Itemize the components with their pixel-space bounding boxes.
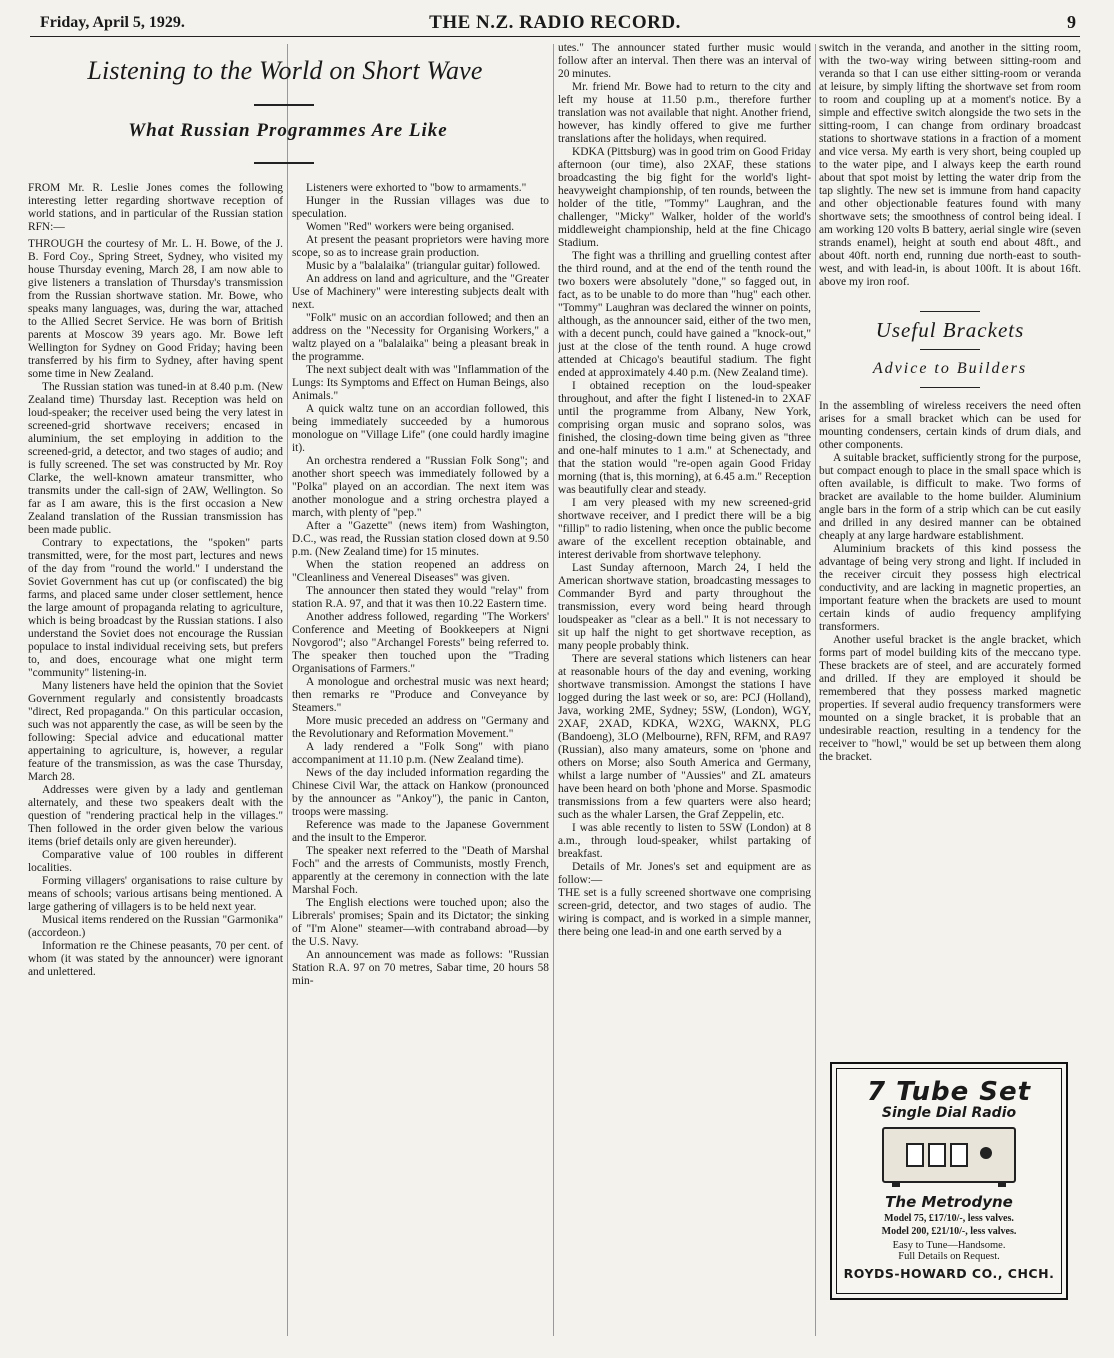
article-paragraph: The English elections were touched upon; also the Librerals' promises; Spain and its Dictator; the sinking of "I'm Alone" steamer—with contraband abroad—by the U.S. Navy. [292, 897, 549, 948]
brackets-paragraph: Another useful bracket is the angle bracket, which forms part of model building kits of the meccano type. These brackets are of steel, and are accurately formed and drilled. If they are employed it should be remembered that they possess marked magnetic properties. If several audio frequency transformers were mounted on a single bracket, it is probable that an undesirable reaction, resulting in a tendency for the receiver to "howl," would be set up between them along the bracket. [819, 634, 1081, 763]
section-rule [920, 311, 980, 312]
article-paragraph: An address on land and agriculture, and the "Greater Use of Machinery" were interesting subjects dealt with next. [292, 273, 549, 311]
advert-subheadline: Single Dial Radio [881, 1105, 1017, 1121]
article-paragraph: FROM Mr. R. Leslie Jones comes the following interesting letter regarding shortwave reception of world stations, and in particular of the Russian station RFN:— [28, 182, 283, 233]
page-number: 9 [1067, 12, 1076, 32]
publication-title: THE N.Z. RADIO RECORD. [429, 12, 681, 33]
article-paragraph: Women "Red" workers were being organised. [306, 221, 515, 233]
cabinet-leg-icon [998, 1181, 1006, 1187]
article-paragraph: An announcement was made as follows: "Russian Station R.A. 97 on 70 metres, Sabar time, 20 hours 58 min- [292, 949, 549, 987]
article-paragraph: Listeners were exhorted to "bow to armaments." [306, 182, 527, 194]
article-paragraph: A lady rendered a "Folk Song" with piano accompaniment at 11.10 p.m. (New Zealand time). [292, 741, 549, 766]
column-rule [553, 44, 554, 1336]
article-paragraph: Forming villagers' organisations to raise culture by means of schools; various artisans being mentioned. A large gathering of villagers is to be held next year. [28, 875, 283, 913]
dial-icon [906, 1143, 924, 1167]
brackets-paragraph: Aluminium brackets of this kind possess the advantage of being very strong and light. If included in the receiver circuit they possess high electrical conductivity, and are lacking in magnetic properties, an important feature when the brackets are used to mount certain kinds of audio frequency amplifying transformers. [819, 543, 1081, 633]
article-paragraph: "Folk" music on an accordian followed; and then an address on the "Necessity for Organising Workers," a waltz played on a "balalaika" being a pleasant break in the programme. [292, 312, 549, 363]
column-rule [815, 44, 816, 1336]
page-header [30, 10, 1080, 37]
article-paragraph: Addresses were given by a lady and gentleman alternately, and these two speakers dealt with the question of "rendering practical help in the villages." Then followed in the order given below the various items (brief details only are given hereunder). [28, 784, 283, 848]
advert-maker: The Metrodyne [885, 1193, 1013, 1211]
article-paragraph: I am very pleased with my new screened-grid shortwave receiver, and I predict there will be a big "fillip" to radio listening, when once the public become aware of the excellent reception obtainable, and interest derivable from shortwave telephony. [558, 497, 811, 561]
article-paragraph: utes." The announcer stated further music would follow after an interval. Then there was an interval of 20 minutes. [558, 42, 811, 80]
article-paragraph: Mr. friend Mr. Bowe had to return to the city and left my house at 11.50 p.m., therefore further translation was not available that night. Another friend, however, has kindly offered to give me further translations after the holidays, when required. [558, 81, 811, 145]
article-paragraph: News of the day included information regarding the Chinese Civil War, the attack on Hankow (pronounced by the announcer as "Ankoy"), the panic in Canton, troops were massing. [292, 767, 549, 818]
article-column-1 [28, 182, 283, 1338]
headline-rule [254, 104, 314, 106]
radio-set-illustration-icon [882, 1127, 1016, 1183]
article-paragraph: When the station reopened an address on "Cleanliness and Venereal Diseases" was given. [292, 559, 549, 584]
article-paragraph: At present the peasant proprietors were having more scope, so as to increase grain production. [292, 234, 549, 259]
article-paragraph: After a "Gazette" (news item) from Washington, D.C., was read, the Russian station closed down at 9.50 p.m. (New Zealand time) for 15 minutes. [292, 520, 549, 558]
article-paragraph: Another address followed, regarding "The Workers' Conference and Meeting of Bookkeepers at Nigni Novgorod"; also "Archangel Forests" being referred to. The speaker then touched upon the "Trading Organisations of Farmers." [292, 611, 549, 675]
article-paragraph: A monologue and orchestral music was next heard; then remarks re "Produce and Conveyance by Steamers." [292, 676, 549, 714]
article-paragraph: I was able recently to listen to 5SW (London) at 8 a.m., through loud-speaker, whilst partaking of breakfast. [558, 822, 811, 860]
advert-model-75: Model 75, £17/10/-, less valves. [884, 1213, 1014, 1224]
advert-model-200: Model 200, £21/10/-, less valves. [881, 1226, 1017, 1237]
article-paragraph: Details of Mr. Jones's set and equipment are as follow:— [558, 861, 811, 886]
article-paragraph: The fight was a thrilling and gruelling contest after the third round, and at the end of the tenth round the two boxers were absolutely "done," so fagged out, in fact, as to be unable to do more than "hug" each other. "Tommy" Laughran was declared the winner on points, although, as the announcer said, either of the two men, with a decent punch, could have gained a "knock-out," just at the close of the tenth round. A huge crowd attended at Chicago's beautiful stadium. The fight ended at approximately 4.40 p.m. (New Zealand time). [558, 250, 811, 379]
cabinet-leg-icon [892, 1181, 900, 1187]
knob-icon [980, 1147, 992, 1159]
article-paragraph: The announcer then stated they would "relay" from station R.A. 97, and that it was then 10.22 Eastern time. [292, 585, 549, 610]
article-paragraph: I obtained reception on the loud-speaker throughout, and after the fight I listened-in to 2XAF until the programme from Albany, New York, comprising organ music and soprano solos, was finished, the closing-down time being given as "three and one-half minutes to 1 a.m." at Schenectady, and that the station would "re-open again Good Friday morning (that is, this morning), at 6.45 a.m." Reception was beautifully clear and steady. [558, 380, 811, 496]
article-paragraph: The speaker next referred to the "Death of Marshal Foch" and the arrests of Communists, mostly French, apparently at the ceremony in connection with the late Marshal Foch. [292, 845, 549, 896]
article-paragraph: More music preceded an address on "Germany and the Revolutionary and Reformation Movement." [292, 715, 549, 740]
article-paragraph: Musical items rendered on the Russian "Garmonika" (accordeon.) [28, 914, 283, 939]
article-paragraph: Contrary to expectations, the "spoken" parts transmitted, were, for the most part, lectures and news of the day from "round the world." I understand the Soviet Government has cut up (or confiscated) the big farms, and placed same under closer settlement, hence the large amount of propaganda relating to agriculture, which is being broadcast by the Russian stations. I also understand the Soviet does not encourage the Russian populace to instal individual receiving sets, but prefers to, and does, encourage what one might term "community" listening-in. [28, 537, 283, 679]
brackets-headline: Useful Brackets [875, 318, 1025, 342]
article-paragraph: THE set is a fully screened shortwave one comprising screen-grid, detector, and two stages of audio. The wiring is compact, and is worked in a simple manner, there being one lead-in and one earth served by a [558, 887, 811, 938]
article-paragraph: Music by a "balalaika" (triangular guitar) followed. [306, 260, 541, 272]
article-paragraph: Reference was made to the Japanese Government and the insult to the Emperor. [292, 819, 549, 844]
article-paragraph: Many listeners have held the opinion that the Soviet Government regularly and consistently broadcasts "direct, Red propaganda." On this particular occasion, such was not apparently the case, as will be seen by the following: Special advice and educational matter appertaining to agriculture, is, however, a regular feature of the transmission, as was the case Thursday, March 28. [28, 680, 283, 783]
article-paragraph: Comparative value of 100 roubles in different localities. [28, 849, 283, 874]
brackets-paragraph: In the assembling of wireless receivers the need often arises for a small bracket which can be used for mounting condensers, certain kinds of drum dials, and other components. [819, 400, 1081, 451]
article-paragraph: switch in the veranda, and another in the sitting room, with the two-way wiring between sitting-room and veranda so that I can use either sitting-room or veranda at leisure, by simply lifting the shortwave set from room to room and coupling up at a moment's notice. By a simple and effective switch alongside the two sets in the sitting-room, I can change from ordinary broadcast stations to shortwave stations in a fraction of a moment and vice versa. My earth is very short, being coupled up to the water pipe, and I always keep the earth round about that spot moist by letting the water drip from the tap slightly. The new set is immune from hand capacity and other objectionable features found with many shortwave sets; the smoothness of control being ideal. I am working 120 volts B battery, aerial single wire (seven strands enamel), height at south end about 48ft., and about 40ft. north end, running due north-east to south-west, and with lead-in, is about 100ft. It is about 16ft. above my iron roof. [819, 42, 1081, 288]
brackets-paragraph: A suitable bracket, sufficiently strong for the purpose, but compact enough to place in the small space which is often available, is difficult to make. Two forms of bracket are available to the home builder. Aluminium angle bars in the form of a strip which can be cut easily and drilled in any desired manner can be obtained cheaply at any large hardware establishment. [819, 452, 1081, 542]
issue-date: Friday, April 5, 1929. [40, 14, 185, 31]
article-paragraph: Last Sunday afternoon, March 24, I held the American shortwave station, broadcasting messages to Commander Byrd and party throughout the transmission, every word being heard through loudspeaker as "clear as a bell." It is not necessary to sit up half the night to get shortwave reception, as many people probably think. [558, 562, 811, 652]
advert-inner-border [836, 1068, 1062, 1294]
advert-tagline: Easy to Tune—Handsome. [892, 1240, 1006, 1251]
article-paragraph: The Russian station was tuned-in at 8.40 p.m. (New Zealand time) Thursday last. Reception was held on loud-speaker; the receiver used being the very latest in screened-grid shortwave receivers; encased in aluminium, the set employing in addition to the screened-grid, a detector, and two stages of audio; and is fully screened. The set was constructed by Mr. Roy Clarke, the well-known amateur transmitter, who transmits under the call-sign of 2AW, Wellington. So far as I am aware, this is the first occasion a New Zealand translation of the Russian transmission has been made public. [28, 381, 283, 536]
article-paragraph: An orchestra rendered a "Russian Folk Song"; and another short speech was immediately followed by a "Polka" played on an accordian. The next item was another monologue and a string orchestra played a march, with plenty of "pep." [292, 455, 549, 519]
advert-company: ROYDS-HOWARD CO., CHCH. [843, 1266, 1055, 1281]
article-paragraph: THROUGH the courtesy of Mr. L. H. Bowe, of the J. B. Ford Coy., Spring Street, Sydney, who visited my house Thursday evening, March 28, I am now able to give listeners a translation of Thursday's transmission from the Russian shortwave station. Mr. Bowe, who speaks many languages, was, during the war, attached to the Allied Secret Service. He was born of British parents at Moscow 39 years ago. Mr. Bowe left Wellington for Sydney on Good Friday; having been transferred by his firm to Sydney, after having spent some time in New Zealand. [28, 238, 283, 380]
radio-advertisement [830, 1062, 1068, 1300]
brackets-subheadline: Advice to Builders [872, 360, 1028, 377]
article-paragraph: Hunger in the Russian villages was due to speculation. [292, 195, 549, 220]
section-rule [920, 387, 980, 388]
article-column-2 [292, 182, 549, 1338]
advert-request: Full Details on Request. [898, 1251, 1000, 1262]
article-paragraph: KDKA (Pittsburg) was in good trim on Good Friday afternoon (our time), also 2XAF, these stations broadcasting the big fight for the world's light-heavyweight championship, of ten rounds, between the holder of the title, "Tommy" Laughran, and the challenger, "Micky" Walker, holder of the world's middleweight championship, held at the fine Chicago Stadium. [558, 146, 811, 249]
article-paragraph: A quick waltz tune on an accordian followed, this being immediately succeeded by a humorous monologue on "Village Life" (one could hardly imagine it). [292, 403, 549, 454]
section-rule [920, 349, 980, 350]
dial-icon [950, 1143, 968, 1167]
advert-headline: 7 Tube Set [866, 1077, 1032, 1107]
article-paragraph: Information re the Chinese peasants, 70 per cent. of whom (it was stated by the announcer) were ignorant and unlettered. [28, 940, 283, 978]
article-paragraph: There are several stations which listeners can hear at reasonable hours of the day and evening, working shortwave transmission. Amongst the stations I have logged during the last week or so, are: PCJ (Holland), Java, working 2ME, Sydney; 5SW, (London), WGY, 2XAF, 2XAD, KDKA, W2XG, WAKNX, PLG (Bandoeng), 3LO (Melbourne), RFN, RFM, and RA97 (Russian), also many amateurs, some on 'phone and others on Morse; also South America and Germany, whilst a large number of "Aussies" and ZL amateurs have been heard on both 'phone and Morse. Spasmodic transmissions from a few quarters were also heard; such as the whaler Larsen, the Graf Zeppelin, etc. [558, 653, 811, 821]
article-paragraph: The next subject dealt with was "Inflammation of the Lungs: Its Symptoms and Effect on Human Beings, also Animals." [292, 364, 549, 402]
column-rule [287, 44, 288, 1336]
subheadline-rule [254, 162, 314, 164]
article-column-3 [558, 42, 811, 1338]
dial-icon [928, 1143, 946, 1167]
article-headline: Listening to the World on Short Wave [87, 56, 483, 85]
article-subheadline: What Russian Programmes Are Like [128, 120, 448, 141]
